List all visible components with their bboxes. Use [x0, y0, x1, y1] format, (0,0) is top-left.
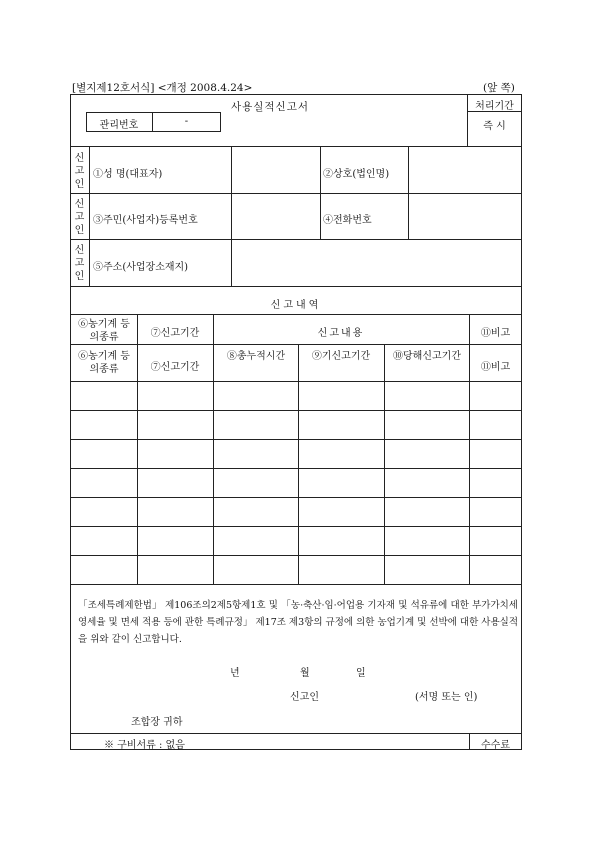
signer-label: 신고인 [290, 692, 319, 703]
report-col-divider-2 [213, 314, 214, 584]
reporter-mid-divider [320, 146, 321, 239]
year-label: 년 [230, 668, 240, 679]
report-col-divider-5 [469, 314, 470, 584]
footer-line [70, 733, 522, 734]
reporter-row-line-3 [70, 286, 522, 287]
report-section-title: 신고내역 [270, 300, 322, 311]
form-title: 사용실적신고서 [230, 101, 309, 113]
management-number-value: - [184, 116, 189, 127]
name-label: ①성 명(대표자) [93, 169, 163, 180]
col-prior-period-header: ⑨기신고기간 [311, 351, 371, 362]
month-label: 월 [300, 668, 310, 679]
reporter-row-line-1 [70, 193, 522, 194]
report-col-divider-1 [137, 314, 138, 584]
report-row-line-7 [70, 584, 522, 585]
col-period-header-2: ⑦신고기간 [150, 362, 200, 373]
address-label: ⑤주소(사업장소재지) [93, 262, 189, 273]
business-name-label: ②상호(법인명) [323, 169, 390, 180]
addressee: 조합장 귀하 [131, 717, 183, 728]
col-period-header-1: ⑦신고기간 [150, 328, 200, 339]
form-number: [별지제12호서식] <개정 2008.4.24> [72, 82, 253, 94]
processing-period-value: 즉 시 [483, 121, 506, 132]
col-remarks-header-1: ⑪비고 [480, 328, 511, 339]
reporter-side-label-1: 신 고 인 [74, 153, 85, 190]
reporter-row-line-2 [70, 239, 522, 240]
attachments-note: ※ 구비서류 : 없음 [104, 740, 185, 751]
day-label: 일 [356, 668, 366, 679]
reporter-side-divider [89, 146, 90, 286]
reporter-side-label-2: 신 고 인 [74, 199, 85, 236]
fee-label: 수수료 [481, 740, 510, 751]
col-machine-type-header-2: ⑥농기계 등의종류 [78, 351, 130, 375]
reporter-side-label-3: 신 고 인 [74, 245, 85, 282]
page-side-label: (앞 쪽) [483, 82, 515, 94]
col-content-header: 신고내용 [317, 328, 365, 339]
registration-number-label: ③주민(사업자)등록번호 [93, 215, 198, 226]
col-total-time-header: ⑧총누적시간 [226, 351, 286, 362]
reporter-right-divider [408, 146, 409, 239]
title-divider [70, 146, 522, 147]
col-current-period-header: ⑩당해신고기간 [393, 351, 461, 362]
signature-note[interactable]: (서명 또는 인) [415, 692, 478, 703]
management-number-label: 관리번호 [99, 120, 139, 131]
report-col-divider-3 [298, 344, 299, 584]
col-machine-type-header-1: ⑥농기계 등의종류 [78, 319, 130, 343]
col-remarks-header-2: ⑪비고 [480, 362, 511, 373]
processing-period-label: 처리기간 [475, 101, 514, 112]
report-col-divider-4 [384, 344, 385, 584]
phone-label: ④전화번호 [323, 215, 372, 226]
reporter-label-divider [231, 146, 232, 286]
declaration-text: 「조세특례제한법」 제106조의2제5항제1호 및 「농·축산·임·어업용 기자재 및 석유류에 대한 부가가치세 영세율 및 면세 적용 등에 관한 특례규정」 제17조 제3항의 규정에 의한 농업기계 및 선박에 대한 사용실적을 위와 같이 신고합니다. [78, 600, 519, 645]
